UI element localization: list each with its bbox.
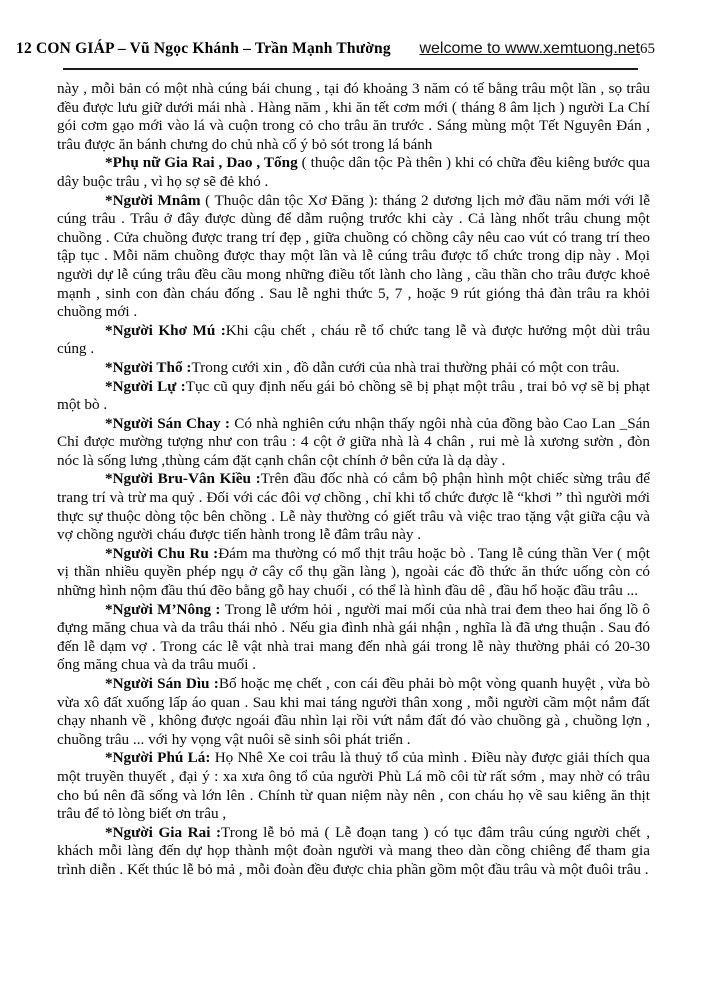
website-link[interactable]: welcome to www.xemtuong.net	[419, 40, 640, 57]
paragraph	[57, 322, 650, 359]
paragraph-text: ( Thuộc dân tộc Xơ Đăng ): tháng 2 dương lịch mở đầu năm mới với lễ cúng trâu . Trâu ở đây được dùng để dẫm ruộng trước khi cày . Cả làng nhốt trâu chung một chuồng . Cửa chuồng được trang trí đẹp , giữa chuồng có chồng cây nêu cao vút có trang trí theo tập tục . Mỗi năm chuồng được thay một lần và lễ cúng trâu được tổ chức trong dịp này . Mọi người dự lễ cúng trâu đều cầu mong những điều tốt lành cho làng , cầu thần cho trâu được khoẻ mạnh , sinh con đàn cháu đống . Sau lễ nghi thức 5, 7 , hoặc 9 rút gióng thả đàn trâu ra khỏi chuồng mới .	[57, 191, 650, 321]
paragraph-text: Bố hoặc mẹ chết , con cái đều phải bò một vòng quanh huyệt , vừa bò vừa xô đất xuống lấp áo quan . Sau khi mai táng người thân xong , mỗi người cầm một nắm đất chạy nhanh về , không được ngoái đầu nhìn lại rồi vứt nắm đất đó vào chuồng gà , chuồng lợn , chuồng trâu ... với hy vọng vật nuôi sẽ sinh sôi phát triển .	[57, 675, 651, 748]
paragraph	[57, 378, 650, 415]
paragraph	[57, 470, 650, 544]
paragraph-lead: *Người Khơ Mú :	[105, 321, 226, 339]
paragraph-lead: *Người Phú Lá:	[105, 749, 215, 767]
paragraph	[57, 601, 650, 675]
paragraph-lead: *Người M’Nông :	[105, 600, 225, 618]
paragraph	[57, 80, 650, 154]
paragraph-text: Trong lễ bỏ mả ( Lễ đoạn tang ) có tục đâm trâu cúng người chết , khách mỗi làng đến dự họp thành một đoàn người và mang theo dàn cồng chiêng để tham gia trình diễn . Kết thúc lễ bỏ mả , mỗi đoàn đều được chia phần gồm một đầu trâu và một đuôi trâu .	[57, 823, 650, 878]
paragraph-lead: *Người Mnâm	[105, 191, 206, 209]
paragraph-text: Họ Nhê Xe coi trâu là thuỷ tổ của mình . Điều này được giải thích qua một truyền thuyết , đại ý : xa xưa ông tổ của người Phù Lá mồ côi từ rất sớm , may nhờ có trâu cho bú nên đã sống và lớn lên . Chính từ quan niệm này nên , con cháu họ về sau kiêng ăn thịt trâu để tỏ lòng biết ơn trâu ,	[57, 749, 650, 823]
paragraph	[57, 749, 650, 823]
paragraph-lead: *Người Lự :	[105, 377, 186, 395]
paragraph-lead: *Người Sán Chay :	[105, 414, 235, 432]
paragraph-text: Trên đầu đốc nhà có cắm bộ phận hình một chiếc sừng trâu để trang trí và trừ ma quỷ . Đối với các đôi vợ chồng , chỉ khi tổ chức được lễ “khơi ” thì người mới thực sự thuộc dòng tộc bên chồng . Lễ này thường có giết trâu và việc trao tặng vật giữa cậu và vợ chồng người cháu được tiến hành trong lễ đâm trâu này .	[57, 470, 650, 544]
paragraph-text: ( thuộc dân tộc Pà thên ) khi có chữa đều kiêng bước qua dây buộc trâu , vì họ sợ sẽ đẻ khó .	[57, 154, 650, 190]
paragraph-text: Tục cũ quy định nếu gái bỏ chồng sẽ bị phạt một trâu , trai bỏ vợ sẽ bị phạt một bò .	[57, 377, 651, 414]
paragraph-text: Đám ma thường có mổ thịt trâu hoặc bò . Tang lễ cúng thần Ver ( một vị thần nhiều quyền phép ngụ ở cây cổ thụ gần làng ), ngoài các đồ thức ăn thức uống còn có những hình nộm đầu thú đẽo bằng gỗ hay chuối , có thể là hình đầu dê , đầu hổ hoặc đầu trâu ...	[57, 544, 651, 600]
paragraph	[57, 192, 650, 322]
paragraph-lead: *Phụ nữ Gia Rai , Dao , Tống	[105, 154, 302, 172]
paragraph	[57, 545, 650, 601]
paragraph-lead: *Người Gia Rai :	[105, 823, 222, 841]
page-header	[0, 0, 702, 58]
paragraph-lead: *Người Bru-Vân Kiều :	[105, 470, 261, 488]
paragraph-lead: *Người Thổ :	[105, 358, 192, 376]
paragraph-text: này , mỗi bản có một nhà cúng bái chung , tại đó khoảng 3 năm có tế bằng trâu một lần , sọ trâu đều được lưu giữ dưới mái nhà . Hàng năm , khi ăn tết cơm mới ( tháng 8 âm lịch ) người La Chí gói cơm gạo mới vào lá và cuộn trong cỏ cho trâu ăn trước . Sáng mùng một Tết Nguyên Đán , trâu được ăn bánh chưng do chủ nhà cố ý bỏ sót trong lá bánh	[57, 80, 650, 153]
paragraph	[57, 415, 650, 471]
paragraph-text: Trong lễ ướm hỏi , người mai mối của nhà trai đem theo hai ống lồ ô đựng măng chua và da trâu thái nhỏ . Nếu gia đình nhà gái nhận , nghĩa là đã ưng thuận . Sau đó đến lễ dạm vợ . Trong các lễ vật nhà trai mang đến nhà gái trong lễ này thường phải có 20-30 ống măng chua và da trâu muối .	[57, 600, 650, 674]
paragraph-lead: *Người Chu Ru :	[105, 544, 219, 562]
paragraph	[57, 824, 650, 880]
paragraph-text: Khi cậu chết , cháu rễ tổ chức tang lễ và được hưởng một dùi trâu cúng .	[57, 321, 650, 358]
paragraph	[57, 154, 650, 191]
paragraph	[57, 359, 650, 378]
header-right-group	[419, 40, 655, 58]
page-body	[57, 80, 650, 880]
header-divider	[63, 68, 638, 70]
paragraph-lead: *Người Sán Dìu :	[105, 675, 219, 692]
page-number: 65	[640, 41, 655, 57]
paragraph-text: Trong cưới xin , đồ dẫn cưới của nhà trai thường phải có một con trâu.	[191, 358, 620, 376]
paragraph	[57, 675, 650, 749]
book-title: 12 CON GIÁP – Vũ Ngọc Khánh – Trần Mạnh Thường	[16, 40, 391, 57]
paragraph-text: Có nhà nghiên cứu nhận thấy ngôi nhà của đồng bào Cao Lan _Sán Chỉ được mường tượng như con trâu : 4 cột ở giữa nhà là 4 chân , rui mè là xương sườn , đòn nóc là sống lưng ,thùng cám đặt cạnh chân cột chính ở bên cửa là dạ dày .	[57, 414, 651, 469]
